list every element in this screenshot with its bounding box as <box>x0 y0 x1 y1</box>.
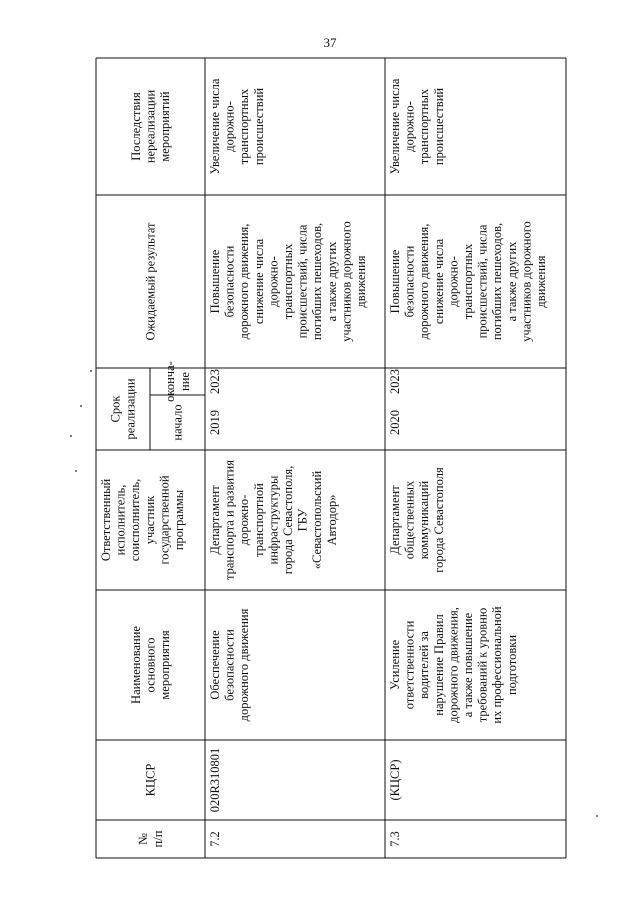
table-cell-executor-line: инфраструктуры <box>266 475 281 565</box>
header-no <box>136 830 165 847</box>
table-cell-consequences-line: происшествий <box>431 87 446 166</box>
header-name-line: Наименование <box>128 626 143 704</box>
table-cell-consequences <box>388 78 446 174</box>
table-cell-end-line: 2023 <box>388 369 402 394</box>
table-cell-result-line: участников дорожного <box>339 221 354 342</box>
table-cell-result-line: участников дорожного <box>519 221 534 342</box>
table-cell-consequences-line: Увеличение числа <box>388 78 402 175</box>
table-cell-name-line: водителей за <box>417 631 432 699</box>
table-cell-result-line: а также других <box>504 241 519 322</box>
table-cell-result-line: дорожно- <box>266 256 281 307</box>
header-executor <box>99 475 186 564</box>
header-result <box>144 222 158 341</box>
header-start-line: начало <box>170 404 185 441</box>
table-cell-no <box>388 831 402 847</box>
table-cell-executor-line: Департамент <box>388 485 402 555</box>
table-cell-result <box>208 221 368 342</box>
header-executor-line: исполнитель, <box>113 484 128 556</box>
table-cell-start-line: 2019 <box>208 410 222 435</box>
header-consequences <box>129 90 172 164</box>
table-cell-executor-line: коммуникаций <box>417 480 432 560</box>
table-cell-kcsr-line: 020R310801 <box>208 747 222 813</box>
table-cell-result-line: дорожно- <box>446 256 461 307</box>
table-cell-result-line: транспортных <box>461 243 475 320</box>
table-cell-result-line: дорожного движения, <box>237 223 252 340</box>
header-consequences-line: мероприятий <box>158 91 173 162</box>
table-cell-consequences-line: происшествий <box>251 87 266 166</box>
table-cell-name-line: Усиление <box>388 639 402 691</box>
table-cell-executor-line: «Севастопольский <box>310 470 325 570</box>
table-cell-no <box>208 831 222 847</box>
table-cell-name-line: нарушение Правил <box>431 614 446 716</box>
table-cell-name <box>388 606 519 723</box>
table-cell-executor-line: Департамент <box>208 485 222 555</box>
header-kcsr <box>144 764 158 797</box>
table-cell-result-line: дорожного движения, <box>417 223 432 340</box>
table-cell-kcsr-line: (КЦСР) <box>388 759 402 801</box>
table-cell-executor-line: транспорта и развития <box>222 459 237 581</box>
table-cell-consequences-line: транспортных <box>237 88 252 165</box>
table-cell-executor-line: транспортной <box>251 483 266 557</box>
header-term <box>109 378 138 439</box>
table-cell-name-line: их профессиональной <box>490 606 505 724</box>
header-executor-line: Ответственный <box>99 478 113 562</box>
table-cell-result-line: движения <box>354 255 368 308</box>
header-start <box>171 404 185 440</box>
table-cell-result-line: движения <box>534 255 548 308</box>
table-cell-name-line: дорожного движения <box>237 608 252 722</box>
table-cell-result-line: снижение числа <box>431 238 446 325</box>
table-cell-end <box>388 369 402 394</box>
header-name <box>129 626 172 704</box>
table-cell-end <box>208 369 222 394</box>
table-cell-name-line: ответственности <box>402 620 417 710</box>
table-cell-no-line: 7.2 <box>208 831 222 847</box>
table-cell-result-line: а также других <box>324 241 339 322</box>
table-cell-kcsr <box>388 760 402 801</box>
table-cell-end-line: 2023 <box>208 369 222 394</box>
table-cell-executor-line: ГБУ <box>295 508 310 532</box>
table-cell-result-line: происшествий, числа <box>295 224 310 339</box>
table-cell-consequences-line: дорожно- <box>402 101 417 152</box>
table-cell-executor-line: дорожно- <box>237 494 252 546</box>
table-cell-executor <box>388 467 446 573</box>
header-name-line: мероприятия <box>158 630 173 700</box>
table-cell-start <box>208 410 222 435</box>
header-end-line: оконча- <box>163 361 178 402</box>
table-cell-consequences-line: Увеличение числа <box>208 78 222 175</box>
table-cell-start-line: 2020 <box>388 410 402 435</box>
table-cell-name-line: дорожного движения, <box>446 607 461 723</box>
table-cell-no-line: 7.3 <box>388 831 402 847</box>
table-cell-executor-line: общественных <box>402 480 417 560</box>
header-executor-line: государственной <box>157 475 172 565</box>
page-number: 37 <box>323 35 337 50</box>
header-executor-line: программы <box>172 489 186 551</box>
header-executor-line: участник <box>142 495 157 545</box>
table-cell-result-line: безопасности <box>222 245 237 318</box>
table-cell-name <box>208 608 251 721</box>
table-cell-result-line: безопасности <box>402 245 417 318</box>
header-consequences-line: Последствия <box>128 92 143 161</box>
header-end-line: ние <box>177 372 192 391</box>
header-consequences-line: нереализации <box>143 89 158 164</box>
table-cell-name-line: безопасности <box>222 629 237 701</box>
table-cell-start <box>388 410 402 435</box>
header-name-line: основного <box>143 637 158 693</box>
header-term-line: реализации <box>123 378 138 440</box>
table-cell-consequences-line: транспортных <box>417 88 432 165</box>
table-cell-result-line: погибших пешеходов, <box>490 222 505 341</box>
header-no-line: п/п <box>150 830 165 848</box>
table-cells <box>99 78 548 847</box>
table-cell-executor-line: города Севастополя <box>431 467 446 573</box>
table-cell-executor-line: Автодор» <box>324 494 339 546</box>
header-term-line: Срок <box>108 395 123 423</box>
table-cell-kcsr <box>208 748 222 813</box>
table-cell-name-line: подготовки <box>504 634 519 696</box>
header-executor-line: соисполнитель, <box>128 478 143 562</box>
table-cell-result-line: транспортных <box>281 243 295 320</box>
header-end <box>163 361 192 402</box>
table-cell-result-line: погибших пешеходов, <box>310 222 325 341</box>
header-kcsr-line: КЦСР <box>143 763 158 797</box>
table-cell-result-line: Повышение <box>388 249 402 314</box>
table-cell-name-line: а также повышение <box>461 612 475 718</box>
table-cell-result-line: снижение числа <box>251 238 266 325</box>
header-result-line: Ожидаемый результат <box>143 222 158 341</box>
header-no-line: № <box>136 833 151 845</box>
table-cell-result-line: происшествий, числа <box>475 224 490 339</box>
table-cell-executor-line: города Севастополя, <box>281 465 295 575</box>
table-cell-consequences <box>208 78 266 174</box>
table-cell-result-line: Повышение <box>208 249 222 314</box>
table-cell-name-line: Обеспечение <box>208 630 222 700</box>
table-cell-consequences-line: дорожно- <box>222 101 237 152</box>
table-cell-result <box>388 221 548 342</box>
table-cell-name-line: требований к уровню <box>475 607 490 723</box>
table-cell-executor <box>208 460 339 580</box>
table-grid <box>96 58 566 858</box>
